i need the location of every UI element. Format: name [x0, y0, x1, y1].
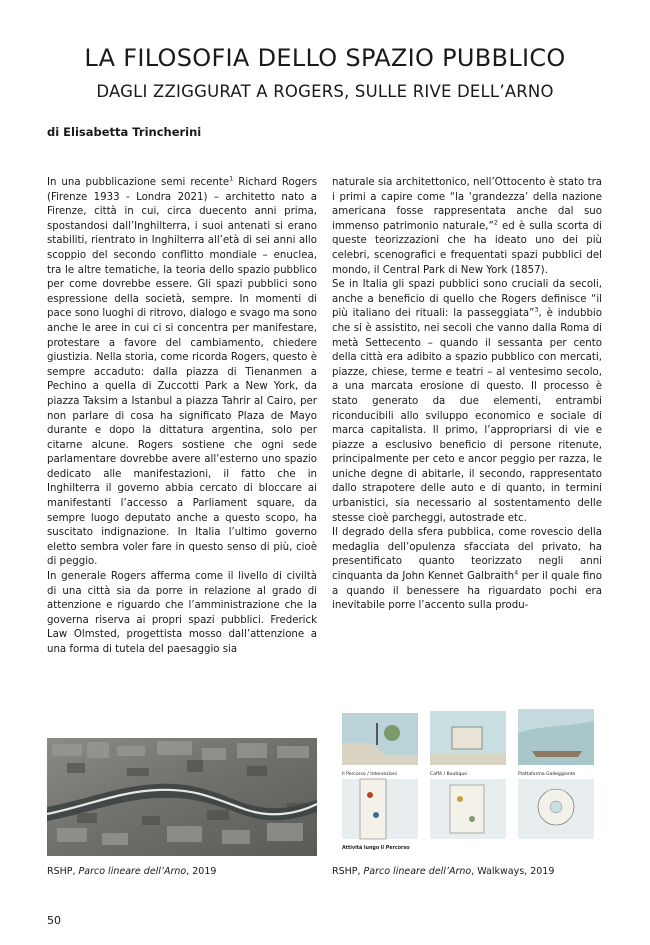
aerial-photo-arno — [47, 738, 317, 856]
fig-label: Il Percorso / Intersezioni — [342, 772, 397, 777]
text-column-left — [47, 176, 317, 658]
paragraph: naturale sia architettonico, nell’Ottocento è stato tra i primi a capire come “la ‘grandezza’ della nazione americana fosse rappresentata anche dal suo immenso patrimonio naturale,”$^2$ ed è sulla scorta di queste teorizzazioni che ha ideato uno dei più celebri, scenografici e frequentati spazi pubblici del mondo, il Central Park di New York (1857). — [332, 177, 602, 276]
paragraph: Se in Italia gli spazi pubblici sono cruciali da secoli, anche a beneficio di quello che Rogers definisce “il più italiano dei rituali: la passeggiata”$^3$, è indubbio che si è assistito, nei secoli che vanno dalla Roma di metà Settecento – quando il sessanta per cento della città era adibito a spazio pubblico con mercati, piazze, chiese, terme e teatri – al ventesimo secolo, a una marcata erosione di questo. Il processo è stato generato da due elementi, entrambi riconducibili allo sviluppo economico e sociale di marca capitalista. Il primo, l’appropriarsi di vie e piazze a esclusivo beneficio di persone ritenute, principalmente per ceto e ancor peggio per razza, le uniche degne di abitarle, il secondo, rappresentato dallo strapotere delle auto e di quanto, in termini urbanistici, sia necessario al sostentamento delle stesse cioè parcheggi, autostrade etc. — [332, 279, 602, 524]
fig-inner-caption: Attività lungo il Percorso — [342, 846, 410, 851]
fig-label: Caffè / Boutique — [430, 772, 468, 777]
page-number: 50 — [47, 914, 61, 927]
article-author: di Elisabetta Trincherini — [47, 125, 202, 139]
article-subtitle: DAGLI ZZIGGURAT A ROGERS, SULLE RIVE DELL’ARNO — [96, 82, 554, 101]
paragraph: Il degrado della sfera pubblica, come rovescio della medaglia dell’opulenza sfacciata del privato, ha presentificato quanto teorizzato negli anni cinquanta da John Kennet Galbraith$^4$ per il quale fino a quando il benessere ha riguardato pochi era inevitabile porre l’accento sulla produ- — [332, 527, 602, 612]
article-title: LA FILOSOFIA DELLO SPAZIO PUBBLICO — [84, 44, 566, 72]
text-column-right — [332, 176, 602, 614]
figure-caption-left: RSHP, Parco lineare dell’Arno, 2019 — [47, 866, 217, 877]
paragraph: In generale Rogers afferma come il livello di civiltà di una città sia da porre in relazione al grado di attenzione e riguardo che l’amministrazione che la governa riserva ai propri spazi pubblici. Frederick Law Olmsted, progettista mosso dall’attenzione a una forma di tutela del paesaggio sia — [47, 571, 317, 655]
fig-label: Piattaforma Galleggiante — [518, 772, 576, 777]
walkways-diagram — [332, 703, 600, 857]
figure-caption-right: RSHP, Parco lineare dell’Arno, Walkways, 2019 — [332, 866, 555, 877]
paragraph: In una pubblicazione semi recente$^1$ Richard Rogers (Firenze 1933 - Londra 2021) – architetto nato a Firenze, città in cui, circa duecento anni prima, spostandosi dall’Inghilterra, i suoi antenati si erano stabiliti, rientrato in Inghilterra all’età di sei anni allo scoppio del secondo conflitto mondiale – enuclea, tra le altre tematiche, la teoria dello spazio pubblico per come dovrebbe essere. Gli spazi pubblici sono espressione della società, sempre. In momenti di pace sono luoghi di ritrovo, dialogo e svago ma sono anche le aree in cui ci si concentra per manifestare, protestare a favore del cambiamento, chiedere giustizia. Nella storia, come ricorda Rogers, questo è sempre accaduto: dalla piazza di Tienanmen a Pechino a quella di Zuccotti Park a New York, da piazza Taksim a Istanbul a piazza Tahrir al Cairo, per non parlare di cosa ha significato Plaza de Mayo durante e dopo la dittatura argentina, solo per citarne alcune. Rogers sostiene che ogni sede parlamentare dovrebbe avere all’esterno uno spazio dedicato alle manifestazioni, il fatto che in Inghilterra il governo abbia cercato di bloccare ai manifestanti l’accesso a Parliament square, da sempre luogo deputato anche a questo scopo, ha suscitato indignazione. In Italia l’ultimo governo eletto sembra voler fare in questo senso di più, cioè di peggio. — [47, 174, 318, 568]
